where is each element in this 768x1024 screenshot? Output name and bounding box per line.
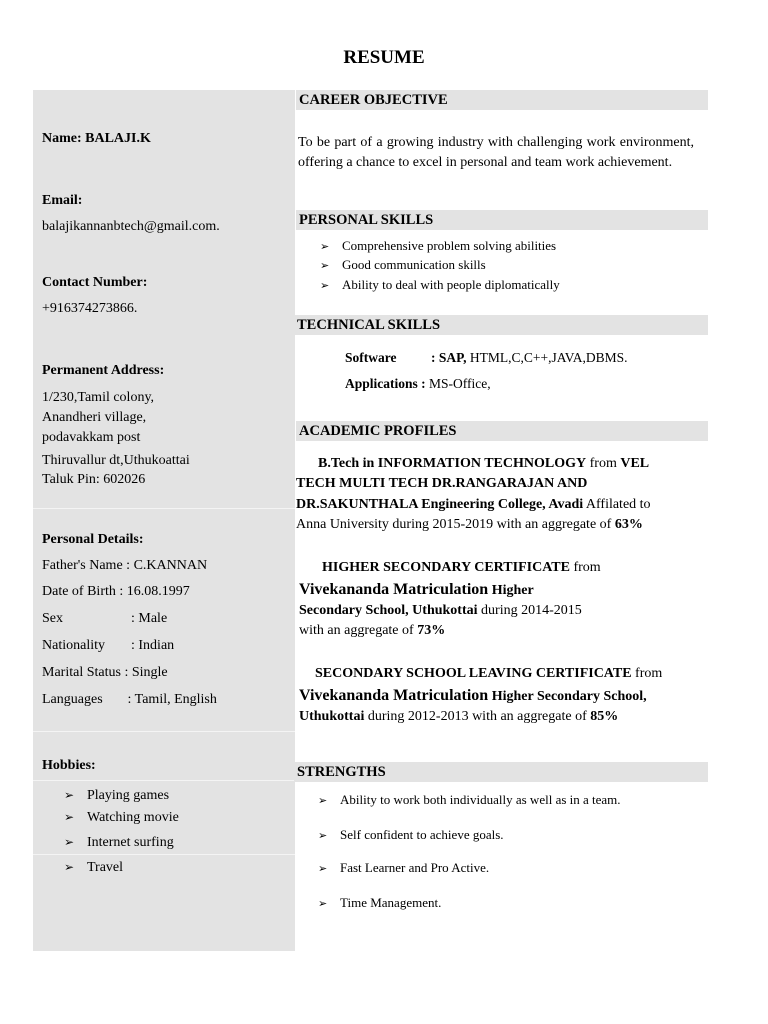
personal-row-label: Languages	[42, 692, 103, 707]
list-item	[318, 860, 489, 876]
hsc-school-rest: Higher	[488, 583, 534, 598]
hsc-school: Vivekananda Matriculation	[299, 581, 489, 598]
arrow-bullet-icon: ➢	[318, 898, 328, 910]
arrow-bullet-icon: ➢	[318, 863, 328, 875]
personal-row-sep: :	[124, 692, 135, 707]
list-item	[320, 257, 486, 273]
page-title: RESUME	[343, 47, 425, 68]
list-item-label: Ability to work both individually as well as in a team.	[340, 792, 621, 807]
hsc-period: during 2014-2015	[477, 603, 582, 618]
sidebar-divider	[33, 780, 295, 781]
list-item	[320, 238, 556, 254]
applications-value: MS-Office,	[425, 376, 491, 391]
sslc-school-rest: Higher Secondary School,	[488, 689, 647, 704]
list-item-label: Comprehensive problem solving abilities	[342, 238, 557, 253]
list-item-label: Watching movie	[87, 810, 179, 825]
personal-row-label: Marital Status	[42, 665, 121, 680]
sidebar-divider	[33, 854, 295, 855]
list-item	[318, 792, 621, 808]
arrow-bullet-icon: ➢	[64, 810, 75, 824]
personal-row-sep: :	[131, 611, 139, 626]
personal-row-sep: :	[131, 638, 139, 653]
list-item	[64, 810, 179, 826]
hsc-line	[322, 558, 601, 579]
sslc-degree: SECONDARY SCHOOL LEAVING CERTIFICATE	[315, 666, 632, 681]
personal-row-label: Date of Birth	[42, 584, 116, 599]
software-label: Software	[345, 350, 397, 365]
hsc-line	[299, 580, 534, 602]
name-label: Name: BALAJI.K	[42, 131, 151, 146]
sslc-line	[315, 664, 662, 685]
sslc-location: Uthukottai	[299, 709, 365, 724]
list-item-label: Fast Learner and Pro Active.	[340, 860, 490, 875]
list-item-label: Time Management.	[340, 895, 442, 910]
arrow-bullet-icon: ➢	[320, 241, 330, 253]
list-item-label: Ability to deal with people diplomatically	[342, 277, 560, 292]
software-value: HTML,C,C++,JAVA,DBMS.	[466, 350, 628, 365]
list-item-label: Travel	[87, 860, 124, 875]
applications-row	[345, 374, 491, 395]
btech-degree: B.Tech in INFORMATION TECHNOLOGY	[318, 456, 587, 471]
hsc-from: from	[569, 560, 601, 575]
address-line: podavakkam post	[42, 430, 141, 445]
contact-value: +916374273866.	[42, 301, 138, 316]
section-heading-personal-skills: PERSONAL SKILLS	[296, 210, 708, 230]
sslc-percentage: 85%	[590, 709, 619, 724]
section-heading-strengths: STRENGTHS	[294, 762, 708, 782]
address-line: Taluk Pin: 602026	[42, 472, 146, 487]
sslc-aggregate-text: during 2012-2013 with an aggregate of	[364, 709, 591, 724]
address-line: Anandheri village,	[42, 410, 147, 425]
personal-row-sep: :	[120, 665, 132, 680]
hsc-aggregate-text: with an aggregate of	[299, 623, 418, 638]
btech-college: DR.SAKUNTHALA Engineering College, Avadi	[296, 497, 584, 512]
btech-line	[318, 454, 649, 475]
arrow-bullet-icon: ➢	[64, 788, 75, 802]
personal-row-label: Nationality	[42, 638, 105, 653]
personal-row-sep: :	[115, 584, 127, 599]
btech-line: TECH MULTI TECH DR.RANGARAJAN AND	[296, 476, 588, 491]
section-heading-technical-skills: TECHNICAL SKILLS	[294, 315, 708, 335]
btech-aggregate-text: Anna University during 2015-2019 with an aggregate of	[296, 517, 615, 532]
personal-row	[42, 557, 207, 575]
list-item-label: Self confident to achieve goals.	[340, 827, 504, 842]
btech-college: VEL	[620, 456, 650, 471]
arrow-bullet-icon: ➢	[320, 260, 330, 272]
applications-sep: :	[421, 376, 426, 391]
section-heading-career: CAREER OBJECTIVE	[296, 90, 708, 110]
section-heading-academic: ACADEMIC PROFILES	[296, 421, 708, 441]
sidebar-divider	[33, 508, 295, 509]
arrow-bullet-icon: ➢	[318, 795, 328, 807]
software-bold: : SAP,	[431, 350, 467, 365]
personal-row-sep: :	[122, 558, 134, 573]
personal-row-value: Male	[138, 611, 168, 626]
btech-from: from	[586, 456, 621, 471]
list-item-label: Playing games	[87, 788, 170, 803]
list-item-label: Good communication skills	[342, 257, 486, 272]
hsc-percentage: 73%	[417, 623, 446, 638]
list-item	[64, 788, 169, 804]
arrow-bullet-icon: ➢	[64, 835, 75, 849]
career-objective-text: To be part of a growing industry with challenging work environment, offering a chance to excel in personal and team work achievement.	[298, 135, 694, 170]
personal-details-label: Personal Details:	[42, 532, 144, 547]
list-item	[318, 895, 441, 911]
hsc-line	[299, 621, 445, 642]
sslc-from: from	[631, 666, 663, 681]
list-item	[318, 827, 504, 843]
arrow-bullet-icon: ➢	[320, 280, 330, 292]
hobbies-label: Hobbies:	[42, 758, 96, 773]
personal-row	[42, 610, 167, 628]
applications-label: Applications	[345, 376, 418, 391]
hsc-school-rest: Secondary School, Uthukottai	[299, 603, 478, 618]
sslc-line	[299, 686, 647, 708]
personal-row	[42, 637, 174, 655]
contact-label: Contact Number:	[42, 275, 148, 290]
personal-row-label: Father's Name	[42, 558, 123, 573]
address-label: Permanent Address:	[42, 363, 165, 378]
btech-line	[296, 515, 643, 536]
btech-affiliation: Affilated to	[583, 497, 651, 512]
list-item-label: Internet surfing	[87, 835, 174, 850]
email-label: Email:	[42, 193, 83, 208]
personal-row-value: Tamil, English	[134, 692, 217, 707]
list-item	[64, 860, 123, 876]
personal-row	[42, 664, 168, 682]
hsc-degree: HIGHER SECONDARY CERTIFICATE	[322, 560, 570, 575]
software-row	[345, 348, 628, 369]
address-line: Thiruvallur dt,Uthukoattai	[42, 453, 190, 468]
btech-percentage: 63%	[614, 517, 643, 532]
personal-row-value: 16.08.1997	[126, 584, 190, 599]
list-item	[320, 277, 560, 293]
arrow-bullet-icon: ➢	[64, 860, 75, 874]
arrow-bullet-icon: ➢	[318, 830, 328, 842]
email-value: balajikannanbtech@gmail.com.	[42, 219, 220, 234]
sslc-line	[299, 707, 618, 728]
personal-row	[42, 691, 217, 709]
sidebar-divider	[33, 731, 295, 732]
sslc-school: Vivekananda Matriculation	[299, 687, 489, 704]
personal-row	[42, 583, 190, 601]
personal-row-value: Single	[131, 665, 168, 680]
personal-row-value: Indian	[138, 638, 175, 653]
personal-row-value: C.KANNAN	[133, 558, 208, 573]
btech-line	[296, 495, 651, 516]
personal-row-label: Sex	[42, 611, 63, 626]
list-item	[64, 835, 174, 851]
address-line: 1/230,Tamil colony,	[42, 390, 155, 405]
hsc-line	[299, 601, 582, 622]
